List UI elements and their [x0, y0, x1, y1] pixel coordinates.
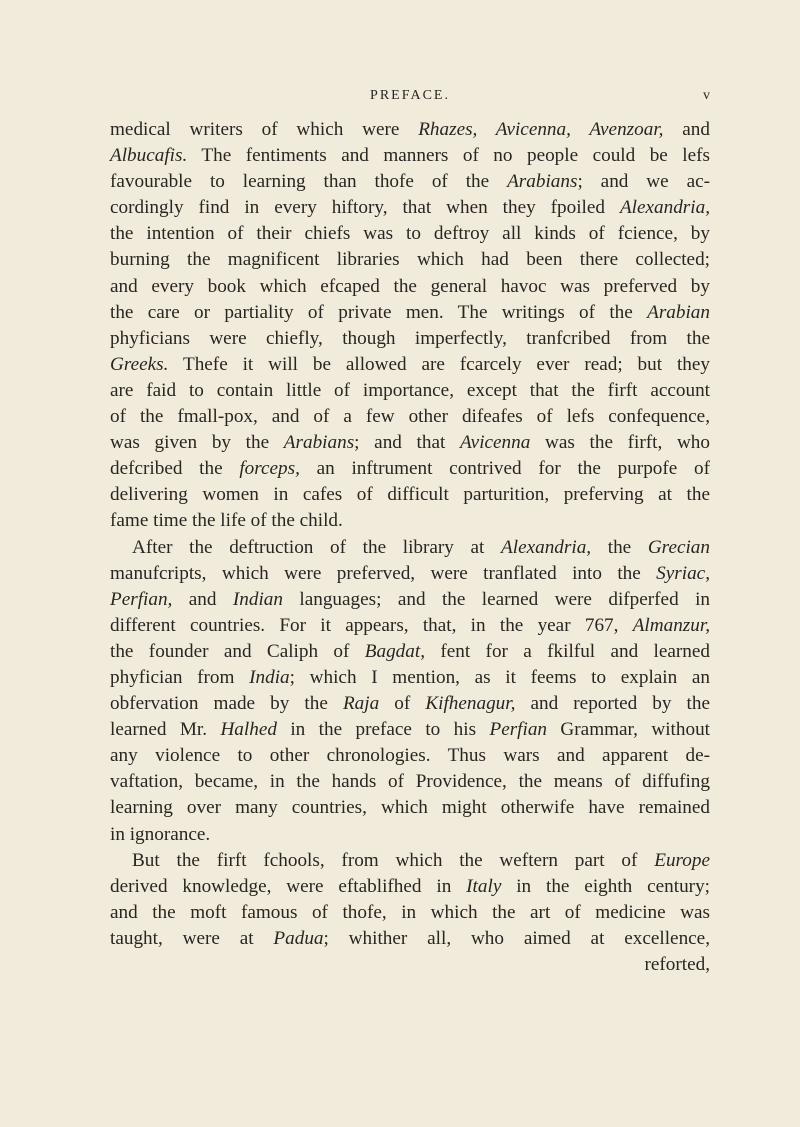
- text-segment: and every book which efcaped the general havoc was preferved by: [110, 275, 710, 297]
- text-segment: are faid to contain little of importance, except that the firft account: [110, 379, 710, 401]
- text-segment: burning the magnificent libraries which had been there collected;: [110, 249, 710, 271]
- text-line: [110, 639, 710, 665]
- text-segment: and the moft famous of thofe, in which the art of medicine was: [110, 901, 710, 923]
- text-segment: reforted,: [644, 954, 710, 975]
- text-segment: any violence to other chronologies. Thus wars and apparent de-: [110, 745, 710, 767]
- italic-text: Avicenna: [460, 432, 531, 454]
- italic-text: Arabians: [507, 171, 578, 193]
- running-head: PREFACE.: [370, 88, 450, 103]
- text-line: [110, 117, 710, 143]
- italic-text: Arabians: [283, 432, 355, 454]
- italic-text: Bagdat,: [364, 640, 425, 662]
- page-header: [110, 88, 710, 112]
- text-line: [110, 456, 710, 482]
- text-segment: Thefe it will be allowed are fcarcely ever read; but they: [168, 353, 710, 375]
- italic-text: Perfian,: [110, 588, 173, 610]
- italic-text: Europe: [654, 849, 710, 871]
- text-line: [110, 508, 710, 534]
- italic-text: Padua: [273, 927, 324, 949]
- text-segment: cordingly find in every hiftory, that when they fpoiled: [110, 197, 620, 219]
- text-segment: fent for a fkilful and learned: [425, 640, 710, 662]
- text-segment: the founder and Caliph of: [110, 640, 365, 662]
- text-line: [110, 221, 710, 247]
- text-segment: fame time the life of the child.: [110, 510, 343, 532]
- text-line: [110, 769, 710, 795]
- text-line: [110, 717, 710, 743]
- text-segment: ; which I mention, as it feems to explain an: [289, 666, 711, 688]
- text-segment: the intention of their chiefs was to deftroy all kinds of fcience, by: [110, 223, 710, 245]
- text-segment: derived knowledge, were eftablifhed in: [110, 875, 467, 897]
- text-line: [110, 665, 710, 691]
- text-segment: of the fmall-pox, and of a few other difeafes of lefs confequence,: [110, 406, 710, 428]
- text-line: [110, 561, 710, 587]
- text-line: [110, 587, 710, 613]
- text-line: [110, 195, 710, 221]
- italic-text: Arabian: [647, 301, 710, 323]
- text-segment: phyficians were chiefly, though imperfectly, tranfcribed from the: [110, 327, 710, 349]
- text-segment: and reported by the: [515, 693, 710, 715]
- text-segment: medical writers of which were: [110, 119, 419, 140]
- text-segment: in the eighth century;: [501, 875, 710, 897]
- text-line: [110, 326, 710, 352]
- italic-text: Alexandria,: [501, 536, 592, 558]
- text-line: [110, 404, 710, 430]
- italic-text: forceps,: [239, 458, 300, 480]
- italic-text: Kifhenagur,: [425, 693, 516, 715]
- text-segment: taught, were at: [110, 927, 274, 949]
- text-segment: the: [591, 536, 648, 558]
- italic-text: Alexandria,: [619, 197, 710, 219]
- text-segment: was the firft, who: [530, 432, 710, 454]
- text-line: [110, 874, 710, 900]
- text-line: [110, 926, 710, 952]
- text-line: [110, 378, 710, 404]
- text-line: [110, 300, 710, 326]
- italic-text: Grecian: [647, 536, 710, 558]
- text-segment: obfervation made by the: [110, 693, 343, 715]
- text-segment: After the deftruction of the library at: [132, 536, 502, 558]
- italic-text: Almanzur,: [632, 614, 710, 636]
- page-number: v: [703, 88, 710, 103]
- text-line: [110, 613, 710, 639]
- body-text: [110, 117, 710, 978]
- italic-text: Rhazes, Avicenna, Avenzoar,: [418, 119, 664, 140]
- italic-text: Italy: [466, 875, 502, 897]
- text-segment: was given by the: [110, 432, 284, 454]
- text-line: [110, 247, 710, 273]
- text-line: [110, 169, 710, 195]
- text-line: [110, 143, 710, 169]
- italic-text: India: [249, 666, 290, 688]
- text-segment: The fentiments and manners of no people could be lefs: [187, 145, 710, 167]
- text-segment: manufcripts, which were preferved, were tranflated into the: [110, 562, 657, 584]
- text-segment: ; and we ac-: [577, 171, 710, 193]
- catchword: [110, 952, 710, 978]
- text-line: [110, 535, 710, 561]
- text-segment: ; whither all, who aimed at excellence,: [323, 927, 710, 949]
- text-segment: of: [379, 693, 426, 715]
- italic-text: Indian: [232, 588, 283, 610]
- text-segment: the care or partiality of private men. The writings of the: [110, 301, 648, 323]
- text-line: [110, 274, 710, 300]
- text-line: [110, 795, 710, 821]
- text-segment: learning over many countries, which might otherwife have remained: [110, 797, 710, 819]
- text-segment: and: [172, 588, 233, 610]
- text-line: [110, 691, 710, 717]
- text-line: [110, 482, 710, 508]
- text-line: [110, 352, 710, 378]
- text-segment: ; and that: [354, 432, 461, 454]
- italic-text: Greeks.: [110, 353, 169, 375]
- italic-text: Syriac,: [656, 562, 710, 584]
- text-segment: vaftation, became, in the hands of Providence, the means of diffufing: [110, 771, 710, 793]
- text-segment: favourable to learning than thofe of the: [110, 171, 508, 193]
- text-segment: But the firft fchools, from which the weftern part of: [132, 849, 655, 871]
- text-line: [110, 743, 710, 769]
- text-segment: and: [663, 119, 710, 140]
- text-segment: different countries. For it appears, that, in the year 767,: [110, 614, 633, 636]
- italic-text: Albucafis.: [110, 145, 188, 167]
- text-segment: learned Mr.: [110, 719, 221, 741]
- text-segment: languages; and the learned were difperfed in: [282, 588, 710, 610]
- italic-text: Raja: [342, 693, 380, 715]
- text-segment: an inftrument contrived for the purpofe of: [299, 458, 710, 480]
- italic-text: Perfian: [489, 719, 548, 741]
- italic-text: Halhed: [220, 719, 277, 741]
- text-line: [110, 822, 710, 848]
- text-segment: in the preface to his: [276, 719, 490, 741]
- text-segment: phyfician from: [110, 666, 250, 688]
- text-line: [110, 430, 710, 456]
- text-segment: in ignorance.: [110, 823, 211, 845]
- text-line: [110, 848, 710, 874]
- text-segment: delivering women in cafes of difficult parturition, preferving at the: [110, 484, 710, 506]
- text-line: [110, 900, 710, 926]
- text-segment: Grammar, without: [547, 719, 711, 741]
- text-segment: defcribed the: [110, 458, 240, 480]
